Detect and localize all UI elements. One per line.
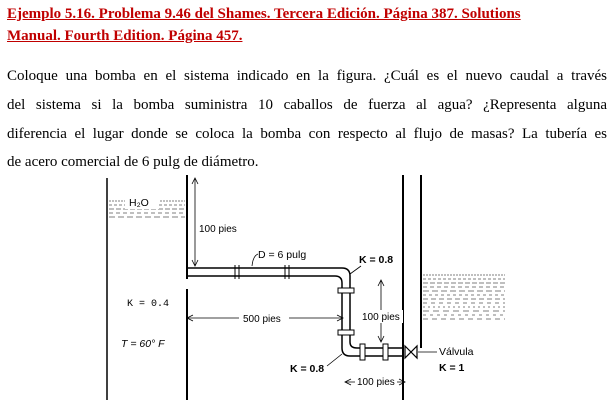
vertical-flange-1 <box>338 288 354 293</box>
k-lower-leader <box>327 354 342 366</box>
upper-elbow-inner <box>335 276 342 283</box>
example-heading <box>7 3 607 47</box>
length-label: 500 pies <box>243 314 281 325</box>
upper-elbow-outer <box>342 268 350 276</box>
vertical-flange-2 <box>338 330 354 335</box>
paragraph-line-1: Coloque una bomba en el sistema indicado en la figura. ¿Cuál es el nuevo caudal a través <box>7 68 607 84</box>
valve-icon <box>405 346 417 358</box>
paragraph-line-4: de acero comercial de 6 pulg de diámetro. <box>7 154 259 171</box>
roughness-label: K = 0.4 <box>127 299 170 310</box>
problem-statement <box>7 62 607 177</box>
lower-elbow-inner <box>350 342 357 348</box>
drop-label: 100 pies <box>362 312 400 323</box>
k-upper-label: K = 0.8 <box>359 254 394 266</box>
lower-flange-2 <box>383 344 388 360</box>
k-lower-label: K = 0.8 <box>290 363 325 375</box>
paragraph-line-3: diferencia el lugar donde se coloca la bomba con respecto al flujo de masas? La tubería es <box>7 125 607 142</box>
valve-k-label: K = 1 <box>439 362 465 374</box>
bottom-length-label: 100 pies <box>357 377 395 388</box>
heading-line-1: Ejemplo 5.16. Problema 9.46 del Shames. Tercera Edición. Página 387. Solutions <box>7 6 521 22</box>
heading-line-2: Manual. Fourth Edition. Página 457. <box>7 28 243 44</box>
valve-label: Válvula <box>439 346 474 358</box>
k-upper-leader <box>350 266 361 274</box>
right-water-surface <box>423 275 505 319</box>
lower-flange-1 <box>360 344 365 360</box>
pipe-system-diagram <box>105 170 505 400</box>
lower-elbow-outer <box>342 348 350 356</box>
fluid-label: H₂O <box>129 197 149 209</box>
diameter-label: D = 6 pulg <box>258 249 307 261</box>
paragraph-line-2: del sistema si la bomba suministra 10 caballos de fuerza al agua? ¿Representa alguna <box>7 96 607 113</box>
height-label: 100 pies <box>199 224 237 235</box>
pipe-system-figure <box>105 170 505 400</box>
temperature-label: T = 60° F <box>121 338 165 350</box>
